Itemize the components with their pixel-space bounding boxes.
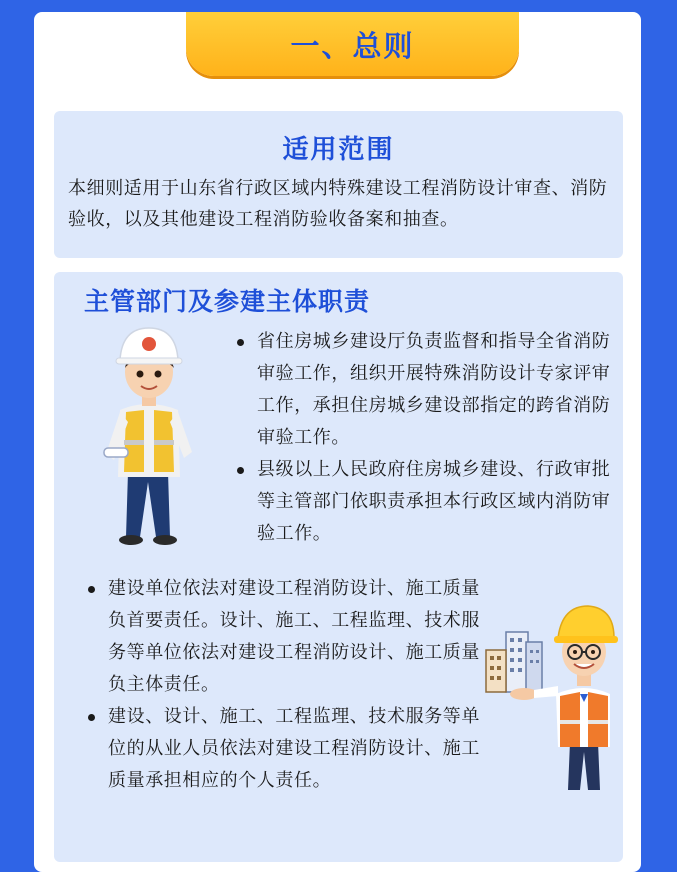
list-item: 县级以上人民政府住房城乡建设、行政审批等主管部门依职责承担本行政区域内消防审验工作。: [235, 454, 615, 550]
duties-card: [54, 272, 623, 862]
list-item: 建设单位依法对建设工程消防设计、施工质量负首要责任。设计、施工、工程监理、技术服务等单位依法对建设工程消防设计、施工质量负主体责任。: [86, 573, 481, 701]
scope-card: [54, 111, 623, 258]
duties-list-top: [235, 326, 615, 550]
scope-body: 本细则适用于山东省行政区域内特殊建设工程消防设计审查、消防验收，以及其他建设工程消防验收备案和抽查。: [68, 178, 608, 230]
list-item: 建设、设计、施工、工程监理、技术服务等单位的从业人员依法对建设工程消防设计、施工质量承担相应的个人责任。: [86, 701, 481, 797]
engineer-with-buildings-illustration: [484, 602, 624, 797]
section-ribbon: [186, 12, 519, 76]
duties-title: 主管部门及参建主体职责: [84, 287, 371, 316]
worker-illustration: [98, 322, 208, 552]
scope-title: 适用范围: [282, 135, 395, 165]
list-item: 省住房城乡建设厅负责监督和指导全省消防审验工作，组织开展特殊消防设计专家评审工作，承担住房城乡建设部指定的跨省消防审验工作。: [235, 326, 615, 454]
section-title: 一、总则: [290, 28, 415, 63]
duties-list-bottom: [86, 573, 481, 797]
